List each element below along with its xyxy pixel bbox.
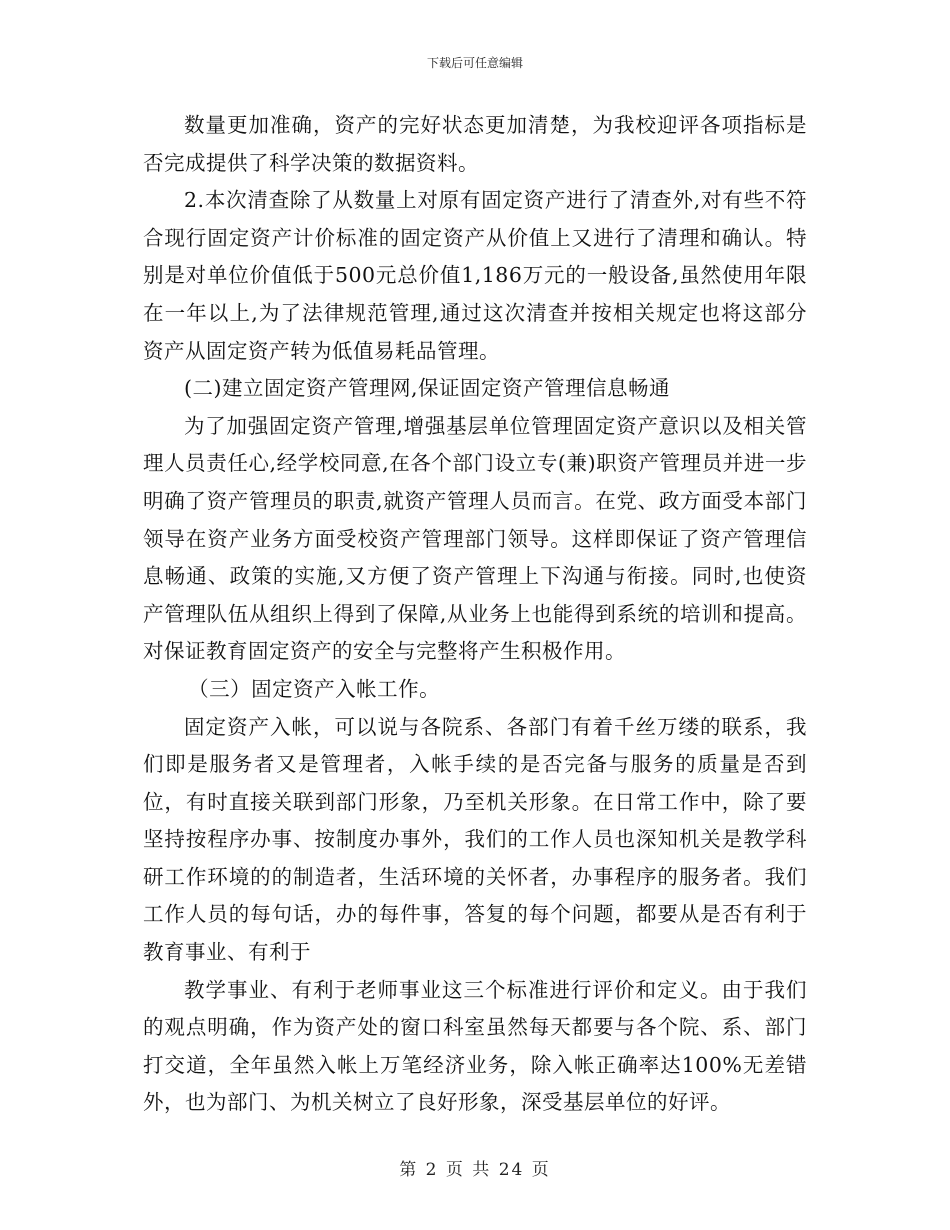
- section-heading-3: （三）固定资产入帐工作。: [188, 676, 441, 701]
- paragraph-asset-entry: 固定资产入帐，可以说与各院系、各部门有着千丝万缕的联系，我们即是服务者又是管理者，入帐手续的是否完备与服务的质量是否到位，有时直接关联到部门形象，乃至机关形象。在日常工作中，除了要坚持按程序办事、按制度办事外，我们的工作人员也深知机关是教学科研工作环境的的制造者，生活环境的关怀者，办事程序的服务者。我们工作人员的每句话，办的每件事，答复的每个问题，都要从是否有利于教育事业、有利于: [143, 714, 807, 965]
- section-heading-2: (二)建立固定资产管理网,保证固定资产管理信息畅通: [184, 376, 671, 401]
- paragraph-continuation: 数量更加准确，资产的完好状态更加清楚，为我校迎评各项指标是否完成提供了科学决策的数据资料。: [143, 113, 807, 175]
- paragraph-item-2: 2.本次清查除了从数量上对原有固定资产进行了清查外,对有些不符合现行固定资产计价标准的固定资产从价值上又进行了清理和确认。特别是对单位价值低于500元总价值1,186万元的一般设备,虽然使用年限在一年以上,为了法律规范管理,通过这次清查并按相关规定也将这部分资产从固定资产转为低值易耗品管理。: [143, 188, 807, 363]
- paragraph-evaluation: 教学事业、有利于老师事业这三个标准进行评价和定义。由于我们的观点明确，作为资产处的窗口科室虽然每天都要与各个院、系、部门打交道，全年虽然入帐上万笔经济业务，除入帐正确率达100%无差错外，也为部门、为机关树立了良好形象，深受基层单位的好评。: [143, 977, 807, 1115]
- page-header-note: 下载后可任意编辑: [426, 56, 523, 70]
- page-number: 第 2 页 共 24 页: [399, 1160, 551, 1180]
- paragraph-asset-network: 为了加强固定资产管理,增强基层单位管理固定资产意识以及相关管理人员责任心,经学校同意,在各个部门设立专(兼)职资产管理员并进一步明确了资产管理员的职责,就资产管理人员而言。在党、政方面受本部门领导在资产业务方面受校资产管理部门领导。这样即保证了资产管理信息畅通、政策的实施,又方便了资产管理上下沟通与衔接。同时,也使资产管理队伍从组织上得到了保障,从业务上也能得到系统的培训和提高。对保证教育固定资产的安全与完整将产生积极作用。: [143, 413, 807, 664]
- document-body: [143, 107, 807, 1122]
